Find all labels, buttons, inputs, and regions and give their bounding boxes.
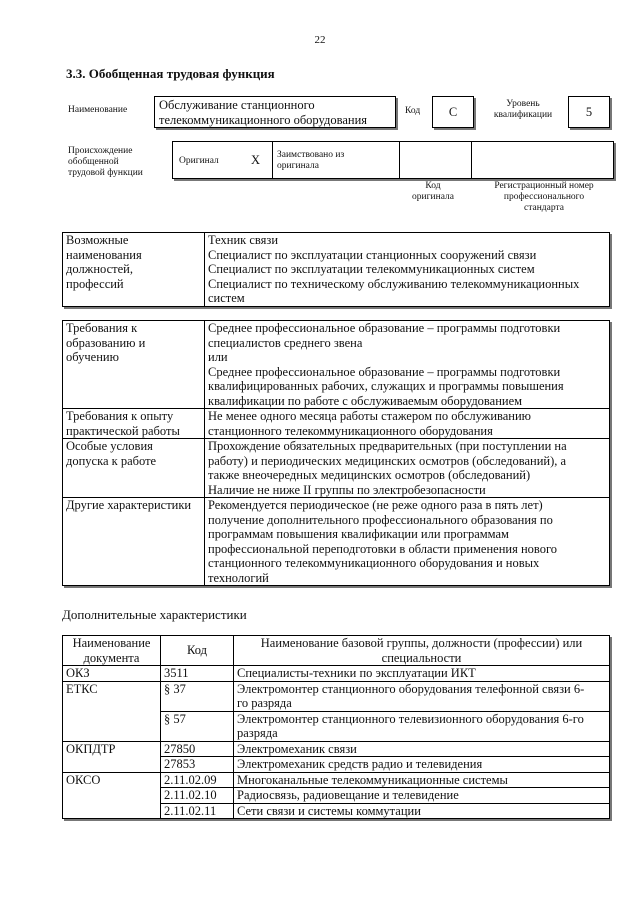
header-name-line: специальности	[381, 650, 462, 665]
name-cell-line: го разряда	[237, 696, 292, 710]
requirement-line: профессиональной переподготовки в области применения нового	[208, 541, 558, 556]
position-line: Специалист по эксплуатации станционных сооружений связи	[208, 247, 537, 262]
code-original-line: оригинала	[412, 192, 454, 202]
origin-box	[172, 141, 614, 179]
table-row	[63, 409, 610, 439]
position-line: Специалист по техническому обслуживанию телекоммуникационных	[208, 276, 580, 291]
requirements-table	[62, 320, 610, 586]
name-cell	[234, 666, 610, 682]
level-value: 5	[568, 96, 610, 128]
origin-label-line: обобщенной	[68, 157, 119, 167]
table-row	[63, 321, 610, 409]
positions-label-line: должностей,	[66, 262, 133, 276]
requirement-label	[63, 439, 205, 498]
positions-label-line: профессий	[66, 276, 124, 291]
requirement-value	[205, 321, 610, 409]
requirement-line: Среднее профессиональное образование – программы подготовки	[208, 364, 561, 379]
name-cell	[234, 772, 610, 788]
doc-cell: ОКПДТР	[63, 741, 161, 772]
name-cell-line: Специалисты-техники по эксплуатации ИКТ	[237, 666, 476, 680]
positions-table	[62, 232, 610, 307]
code-cell: 27850	[161, 741, 234, 757]
name-cell	[234, 681, 610, 711]
reg-number-label	[474, 181, 614, 214]
positions-label-line: Возможные	[66, 233, 129, 247]
level-label-line: Уровень	[506, 99, 540, 109]
name-cell-line: разряда	[237, 726, 278, 740]
requirement-value	[205, 439, 610, 498]
name-cell	[234, 711, 610, 741]
table-row	[63, 666, 610, 682]
code-cell: 2.11.02.10	[161, 788, 234, 804]
requirement-line: квалифицированных рабочих, служащих и программы повышения	[208, 379, 564, 393]
position-line: систем	[208, 291, 245, 305]
original-mark: X	[251, 153, 261, 167]
name-cell-line: Электромеханик средств радио и телевидения	[237, 757, 483, 771]
positions-value	[205, 233, 610, 307]
name-value-box	[154, 96, 396, 128]
requirement-label-line: допуска к работе	[66, 453, 157, 468]
reg-number-line: профессионального	[503, 192, 585, 202]
table-header-row	[63, 636, 610, 666]
requirement-label-line: образованию и	[66, 335, 146, 350]
name-label: Наименование	[68, 105, 128, 115]
requirement-line: работу) и периодических медицинских осмотров (обследований), а	[208, 453, 567, 468]
page-number: 22	[314, 34, 326, 46]
requirement-label-line: Особые условия	[66, 439, 153, 453]
header-doc-line: документа	[83, 650, 140, 665]
origin-label-line: Происхождение	[68, 146, 133, 156]
requirement-line: станционного телекоммуникационного оборудования	[208, 423, 493, 438]
code-cell: 27853	[161, 757, 234, 773]
requirement-label	[63, 409, 205, 439]
reg-number-line: Регистрационный номер	[494, 181, 594, 191]
origin-label-line: трудовой функции	[68, 168, 143, 178]
requirement-line: станционного телекоммуникационного оборудования и новых	[208, 556, 540, 570]
table-row	[63, 772, 610, 788]
table-row	[63, 233, 610, 307]
code-original-line: Код	[425, 181, 441, 191]
code-cell: 2.11.02.11	[161, 803, 234, 819]
section-title: 3.3. Обобщенная трудовая функция	[66, 66, 275, 81]
code-value: C	[432, 96, 474, 128]
name-cell	[234, 788, 610, 804]
header-code: Код	[161, 636, 234, 666]
name-cell-line: Многоканальные телекоммуникационные системы	[237, 772, 508, 787]
doc-cell: ЕТКС	[63, 681, 161, 741]
name-cell	[234, 741, 610, 757]
requirement-line: также внеочередных медицинских осмотров (обследований)	[208, 468, 531, 482]
code-cell: 2.11.02.09	[161, 772, 234, 788]
name-cell-line: Электромонтер станционного оборудования телефонной связи 6-	[237, 681, 585, 696]
requirement-line: Не менее одного месяца работы стажером по обслуживанию	[208, 409, 532, 423]
requirement-label	[63, 321, 205, 409]
original-label: Оригинал	[179, 156, 219, 166]
code-cell: § 37	[161, 681, 234, 711]
header-doc-line: Наименование	[72, 636, 151, 650]
table-row	[63, 439, 610, 498]
doc-cell: ОКЗ	[63, 666, 161, 682]
additional-title: Дополнительные характеристики	[62, 607, 247, 622]
name-cell-line: Сети связи и системы коммутации	[237, 803, 421, 818]
name-cell-line: Электромеханик связи	[237, 741, 357, 756]
code-original-label	[398, 181, 468, 203]
requirement-label-line: Требования к	[66, 321, 138, 335]
name-line: Обслуживание станционного	[159, 98, 315, 112]
requirement-line: Среднее профессиональное образование – программы подготовки	[208, 321, 561, 335]
additional-table	[62, 635, 610, 819]
requirement-label-line: Другие характеристики	[66, 498, 192, 512]
name-cell-line: Электромонтер станционного телевизионного оборудования 6-го	[237, 711, 584, 726]
position-line: Специалист по эксплуатации телекоммуникационных систем	[208, 262, 535, 276]
requirement-value	[205, 409, 610, 439]
code-cell: § 57	[161, 711, 234, 741]
divider	[471, 142, 472, 178]
table-row	[63, 498, 610, 586]
requirement-line: специалистов среднего звена	[208, 335, 363, 350]
divider	[272, 142, 273, 178]
level-label-line: квалификации	[493, 110, 553, 120]
name-cell-line: Радиосвязь, радиовещание и телевидение	[237, 788, 459, 802]
requirement-line: программам повышения квалификации или программам	[208, 527, 509, 541]
table-row	[63, 741, 610, 757]
requirement-line: Прохождение обязательных предварительных (при поступлении на	[208, 439, 567, 453]
origin-label	[68, 146, 143, 179]
header-doc	[63, 636, 161, 666]
positions-label-line: наименования	[66, 247, 142, 262]
divider	[399, 142, 400, 178]
borrowed-label	[277, 150, 344, 172]
requirement-line: технологий	[208, 570, 269, 585]
code-label: Код	[405, 106, 421, 116]
header-name	[234, 636, 610, 666]
positions-label	[63, 233, 205, 307]
position-line: Техник связи	[208, 233, 279, 247]
requirement-line: Рекомендуется периодическое (не реже одного раза в пять лет)	[208, 498, 543, 512]
borrowed-line: оригинала	[277, 161, 319, 171]
requirement-label-line: Требования к опыту	[66, 409, 174, 423]
name-cell	[234, 803, 610, 819]
level-label	[482, 99, 564, 121]
requirement-label-line: практической работы	[66, 423, 180, 438]
name-line: телекоммуникационного оборудования	[159, 112, 368, 127]
requirement-label-line: обучению	[66, 350, 119, 364]
requirement-line: Наличие не ниже II группы по электробезопасности	[208, 482, 486, 497]
requirement-label	[63, 498, 205, 586]
doc-cell: ОКСО	[63, 772, 161, 819]
reg-number-line: стандарта	[524, 203, 564, 213]
table-row	[63, 681, 610, 711]
borrowed-line: Заимствовано из	[277, 150, 345, 160]
requirement-value	[205, 498, 610, 586]
code-cell: 3511	[161, 666, 234, 682]
requirement-line: или	[208, 350, 228, 364]
header-name-line: Наименование базовой группы, должности (профессии) или	[260, 636, 583, 650]
requirement-line: квалификации по работе с обслуживаемым оборудованием	[208, 393, 523, 408]
name-cell	[234, 757, 610, 773]
requirement-line: получение дополнительного профессионального образования по	[208, 512, 553, 527]
